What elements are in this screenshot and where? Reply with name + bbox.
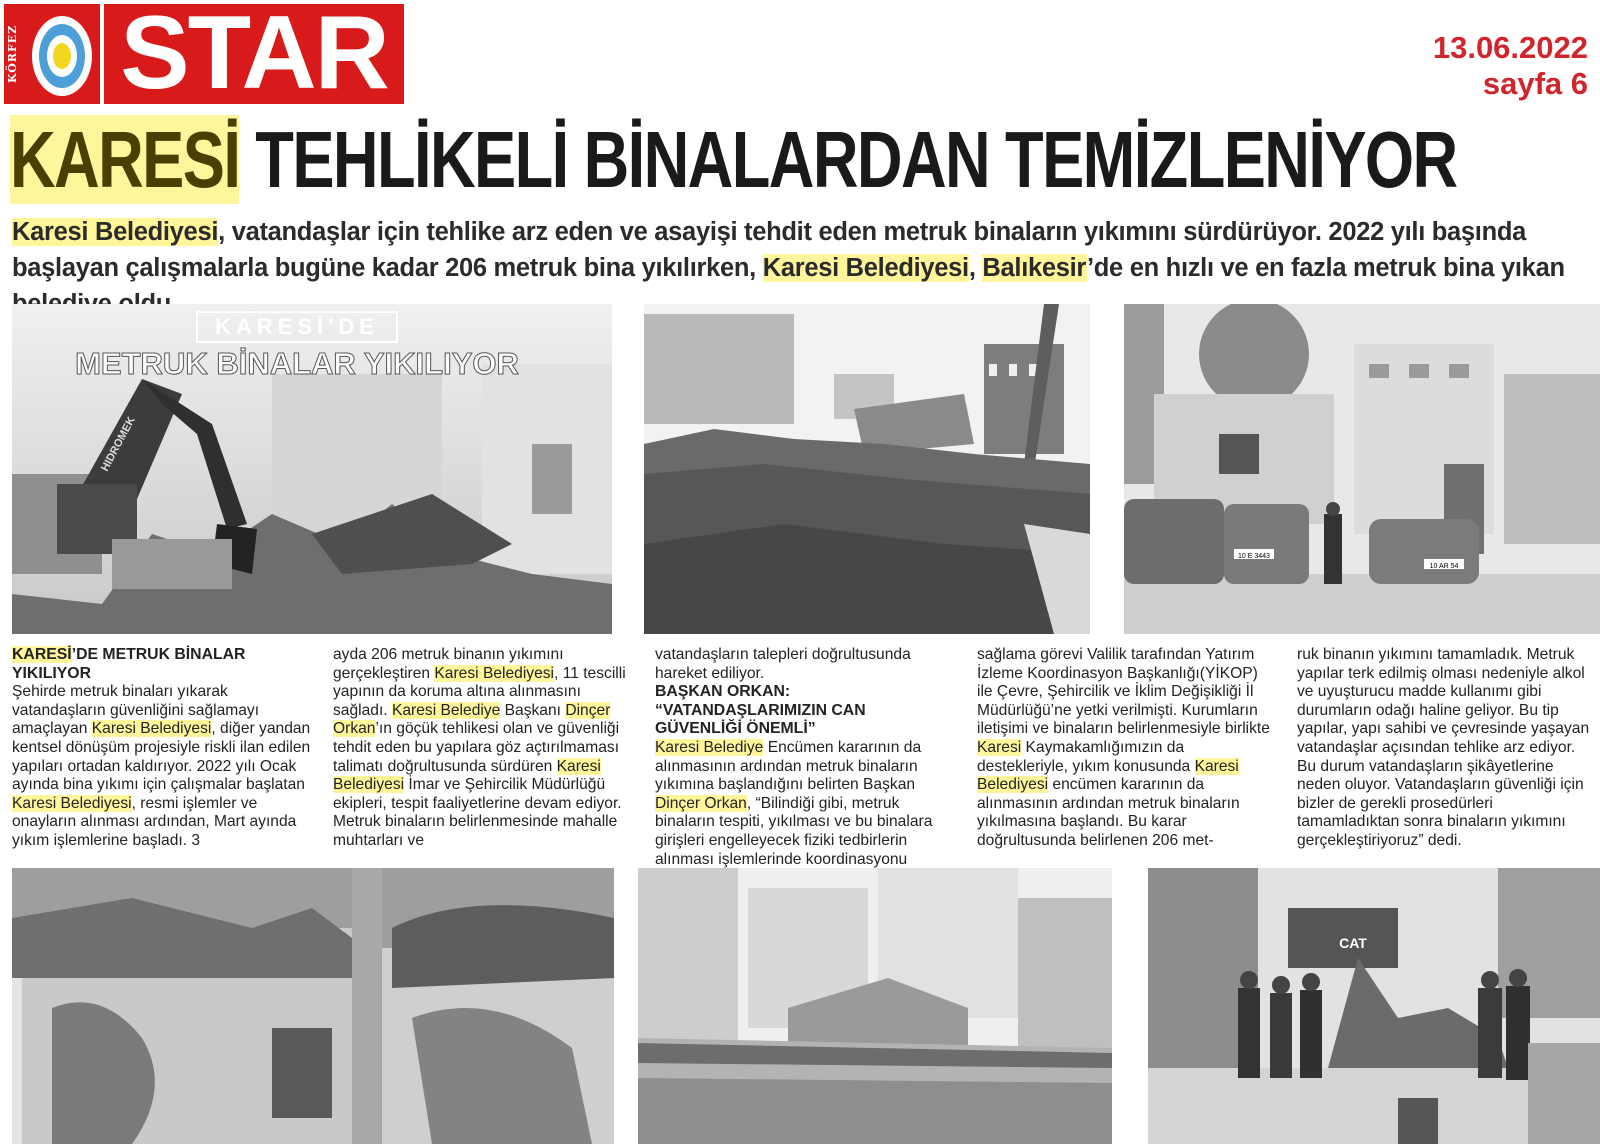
col1-heading-text: ’DE METRUK BİNALAR YIKILIYOR [12,646,246,682]
column4-body [977,646,1277,851]
star-logo [104,0,404,111]
column3-intro: vatandaşların talepleri doğrultusunda hareket ediliyor. [655,646,911,682]
col3-highlight-2: Dinçer Orkan [655,794,747,812]
excavator-brand-label: HIDROMEK [99,414,138,474]
col2-highlight-3: Dinçer [565,701,611,719]
col3-text-2: , “Bilindiği gibi, metruk binaların tespiti, yıkılması ve bu binalara girişleri engelleyecek fiziki tedbirlerin alınması işlemlerinde koordinasyonu [655,794,933,868]
headline [10,110,1457,210]
photo-derelict-wall [12,868,614,1144]
lead-text-1: , vatandaşlar için tehlike arz eden ve asayişi tehdit eden metruk binaların yıkımını sürdürüyor. 2022 yılı başında başlayan çalışmalarla bugüne kadar 206 metruk bina yıkılırken, [12,218,1527,282]
car-plate-2: 10 AR 54 [1429,563,1459,570]
col2-highlight-1: Karesi Belediyesi [434,664,555,682]
photo-demolition-rubble [644,304,1090,634]
headline-text: TEHLİKELİ BİNALARDAN TEMİZLENİYOR [239,115,1457,204]
col3-highlight-1: Karesi Belediye [655,738,764,756]
col2-text-5: ’ın göçük tehlikesi olan ve güvenliği tehdit eden bu yapılara göz açtırılmaması talimatı doğrultusunda sürdüren [333,720,620,775]
column3-subheading: BAŞKAN ORKAN: “VATANDAŞLARIMIZIN CAN GÜVENLİĞİ ÖNEMLİ” [655,683,866,738]
col2-text-6: İmar ve Şehircilik Müdürlüğü ekipleri, tespit faaliyetlerine devam ediyor. Metruk binaların belirlenmesinde mahalle muhtarları ve [333,776,622,849]
article-column-4 [977,646,1277,851]
korfez-vertical-text: KÖRFEZ [6,24,19,84]
column1-body [12,683,312,850]
column5-body: ruk binanın yıkımını tamamladık. Metruk yapılar terk edilmiş olması nedeniyle alkol ve uyuşturucu madde kullanımı gibi durumların odağı haline geliyor. Bu tip yapılar, yapı sahibi ve çevresinde yaşayan vatandaşlar açısından tehlike arz ediyor. Bu durum vatandaşların şikâyetlerine neden oluyor. Vatandaşların güvenliği için bizler de gerekli prosedürleri tamamladıktan sonra binaların yıkımını gerçekleştiriyoruz” dedi. [1297,646,1590,849]
photo-empty-lot [638,868,1112,1144]
col2-text-2: , 11 tescilli yapının da koruma altına alınmasını sağladı. [333,664,626,719]
lead-highlight-1: Karesi Belediyesi [12,218,219,246]
article-column-2 [333,646,633,851]
photo-excavator-demolition [12,304,612,634]
logo-side-panel [4,4,100,104]
column2-body [333,646,633,851]
col3-text-1: Encümen kararının da alınmasının ardından metruk binaların yıkımına başlandığını belirten Başkan [655,738,922,794]
lead-highlight-3: Balıkesir [982,254,1087,282]
headline-highlight: KARESİ [10,115,240,204]
column3-body [655,739,955,869]
lead-text-2: , [968,254,983,282]
column1-subheading [12,646,312,683]
photo-street-cars [1124,304,1600,634]
col1-text-3: , resmi işlemler ve onayların alınması ardından, Mart ayında yıkım işlemlerine başladı. 3 [12,794,297,849]
star-logo-text: STAR [120,0,388,111]
target-logo-icon [4,4,100,104]
col1-text-2: , diğer yandan kentsel dönüşüm projesiyle riskli ilan edilen yapıları ortadan kaldırıyor. 2022 yılı Ocak ayında bina yıkımı için çalışmalar başlatan [12,720,311,794]
photo-tag-text: KARESİ'DE [215,314,379,339]
col2-text-3: Başkanı [500,701,566,719]
col4-text-2: Kaymakamlığımızın da destekleriyle, yıkım konusunda [977,738,1195,775]
col2-highlight-5: Karesi Belediyesi [333,757,601,794]
photo-caption-text: METRUK BİNALAR YIKILIYOR [75,346,519,381]
col1-highlight-2: Karesi Belediyesi [12,794,132,812]
col1-heading-highlight: KARESİ [12,646,72,663]
lead-text-3: ’de en hızlı ve en fazla metruk bina yıkan [1087,254,1565,282]
col4-highlight-2: Karesi Belediyesi [977,757,1239,794]
col1-highlight-1: Karesi Belediyesi [91,720,212,738]
excavator-cat-label: CAT [1339,935,1367,951]
issue-date: 13.06.2022 [1432,30,1588,65]
article-column-1 [12,646,312,851]
car-plate-1: 10 E 3443 [1238,553,1270,560]
lead-highlight-2: Karesi Belediyesi [762,254,969,282]
col2-text-1: ayda 206 metruk binanın yıkımını gerçekleştiren [333,646,564,682]
col2-highlight-2: Karesi Belediye [391,701,501,719]
col4-highlight-1: Karesi [977,738,1022,756]
article-column-5 [1297,646,1597,851]
masthead [4,0,404,111]
col1-text-1: Şehirde metruk binaları yıkarak vatandaşların güvenliğini sağlamayı amaçlayan [12,683,260,738]
photo-demolition-crew [1148,868,1600,1144]
col4-text-3: encümen kararının da alınmasının ardından metruk binaların yıkılmasına başlandı. Bu karar doğrultusunda belirlenen 206 met- [977,776,1240,849]
edition-info [1433,30,1588,102]
col2-highlight-4: Orkan [333,720,376,738]
article-column-3 [655,646,955,869]
page-number: sayfa 6 [1482,66,1588,101]
col4-text-1: sağlama görevi Valilik tarafından Yatırım İzleme Koordinasyon Başkanlığı(YİKOP) ile Çevre, Şehircilik ve İklim Değişikliği İl Müdürlüğü’ne yetki verilmişti. Kurumların iletişimi ve binaların belirlenmesiyle birlikte [977,646,1270,738]
